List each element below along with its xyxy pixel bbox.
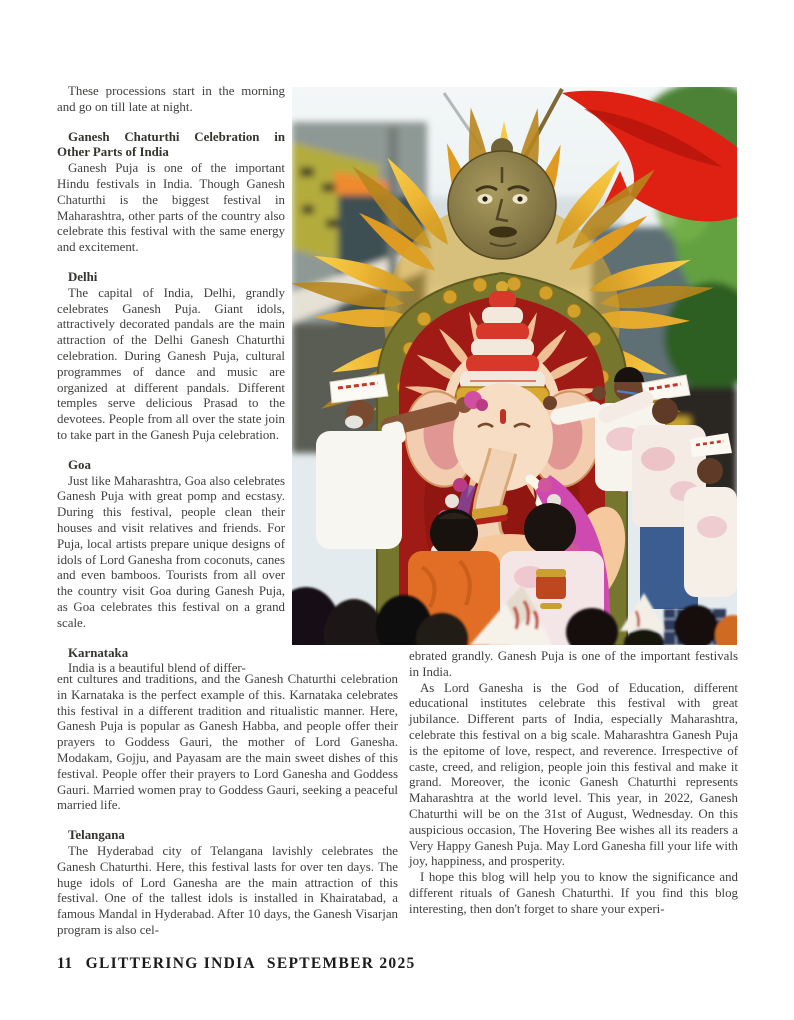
section-body-karnataka-start: India is a beautiful blend of differ- <box>68 661 246 676</box>
magazine-issue: SEPTEMBER 2025 <box>266 955 416 972</box>
right-column <box>409 649 738 918</box>
section-heading-karnataka: Karnataka <box>68 645 129 660</box>
magazine-title: GLITTERING INDIA <box>85 955 256 972</box>
right-paragraph-3: I hope this blog will help you to know the significance and different rituals of Ganesh Chaturthi. If you find this blog interesting, then don't forget to share your experi- <box>409 870 738 916</box>
page-number: 11 <box>57 955 73 972</box>
section-body-goa: Just like Maharashtra, Goa also celebrates Ganesh Puja with great pomp and ecstasy. During this festival, people clean their houses and visit relatives and friends. For Puja, local artists prepare unique designs of idols of Lord Ganesha from coconuts, canes and even bamboos. Tourists from all over the country visit Goa during Ganesh Puja, as Goa celebrates this festival on a grand scale. <box>57 473 285 630</box>
left-column <box>57 84 285 677</box>
right-paragraph-1: ebrated grandly. Ganesh Puja is one of the important festivals in India. <box>409 649 738 679</box>
article-photo <box>292 87 737 645</box>
right-paragraph-2: As Lord Ganesha is the God of Education, different educational institutes celebrate this festival with great jubilance. Different parts of India, especially Maharashtra, celebrate this festival on a big scale. Maharashtra Ganesh Puja is the epitome of love, respect, and reverence. Irrespective of caste, creed, and religion, people join this festival and make it grand. Moreover, the iconic Ganesh Chaturthi represents Maharashtra at the world level. This year, in 2022, Ganesh Chaturthi will be on the 31st of August, Wednesday. On this auspicious occasion, The Hovering Bee wishes all its readers a Very Happy Ganesh Puja. May Lord Ganesha fill your life with joy, happiness, and prosperity. <box>409 680 738 869</box>
section-heading-telangana: Telangana <box>68 828 125 843</box>
section-body-delhi: The capital of India, Delhi, grandly celebrates Ganesh Puja. Giant idols, attractively decorated pandals are the main attraction of the Delhi Ganesh Chaturthi celebration. During Ganesh Puja, cultural programmes of dance and music are organized at different pandals. Different temples serve delicious Prasad to the devotees. People from all over the state join to take part in the Ganesh Puja celebration. <box>57 285 285 442</box>
page-footer <box>57 955 416 973</box>
section-body-karnataka-continued: ent cultures and traditions, and the Ganesh Chaturthi celebration in Karnataka is the perfect example of this. Karnataka celebrates this festival in a different tradition and ritualistic manner. Here, Ganesh Puja is popular as Ganesh Habba, and people offer their prayers to Goddess Gauri, the mother of Lord Ganesha. Modakam, Gojju, and Payasam are the main sweet dishes of this festival. People offer their prayers to Lord Ganesha and Goddess Gauri. Married women pray to Goddess Gauri, seeking a peaceful married life. <box>57 672 398 813</box>
section-heading-goa: Goa <box>68 457 91 472</box>
section-heading-delhi: Delhi <box>68 269 98 284</box>
ganesh-procession-photo-illustration <box>292 87 737 645</box>
section-heading-other-parts: Ganesh Chaturthi Celebration in Other Parts of India <box>57 129 285 160</box>
section-body-telangana: The Hyderabad city of Telangana lavishly celebrates the Ganesh Chaturthi. Here, this festival lasts for over ten days. The huge idols of Lord Ganesha are the main attraction of this festival. One of the tallest idols is installed in Khairatabad, a famous Mandal in Hyderabad. After 10 days, the Ganesh Visarjan program is also cel- <box>57 843 398 937</box>
intro-paragraph: These processions start in the morning and go on till late at night. <box>57 84 285 114</box>
section-body-other-parts: Ganesh Puja is one of the important Hindu festivals in India. Though Ganesh Chaturthi is the biggest festival in Maharashtra, other parts of the country also celebrate this festival with the same energy and excitement. <box>57 161 285 255</box>
left-column-wide <box>57 672 398 939</box>
